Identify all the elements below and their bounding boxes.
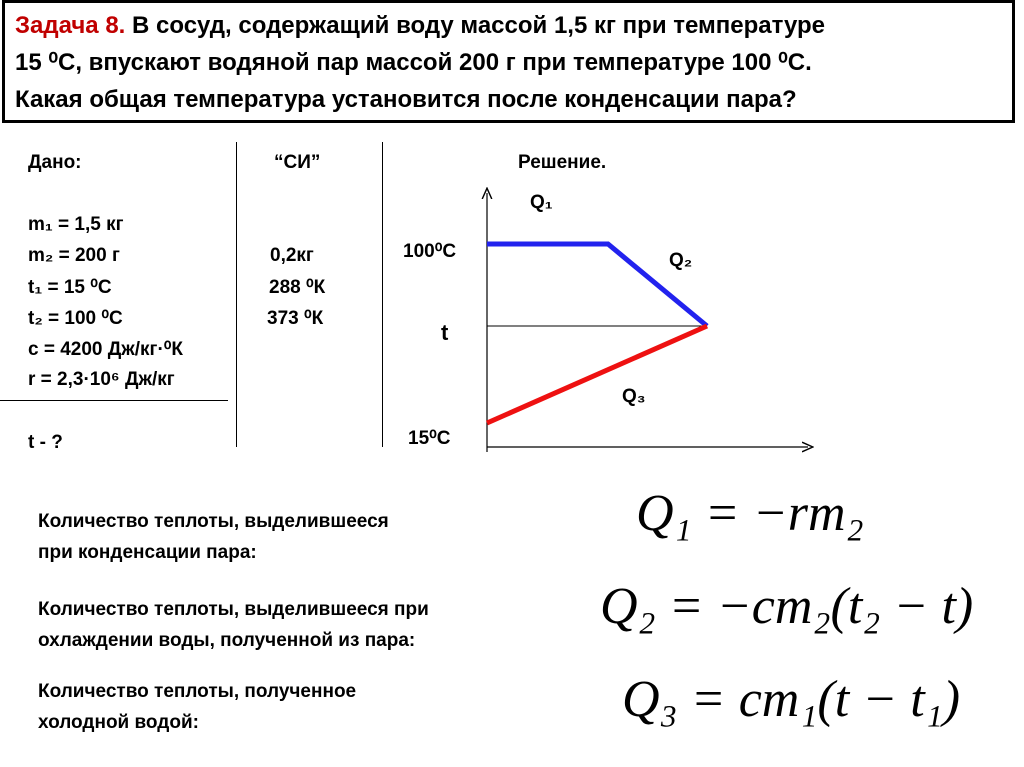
formula-1: Q₁ = −rm₂ — [636, 485, 864, 542]
formula-1-desc-line2: при конденсации пара: — [38, 542, 257, 563]
given-r: r = 2,3·10⁶ Дж/кг — [28, 369, 175, 390]
formula-1-desc-line1: Количество теплоты, выделившееся — [38, 511, 389, 532]
given-t1: t₁ = 15 ⁰С — [28, 277, 112, 298]
label-t: t — [441, 320, 449, 345]
formula-1-desc — [38, 506, 389, 568]
si-t2: 373 ⁰К — [267, 308, 324, 329]
formula-2-desc-line1: Количество теплоты, выделившееся при — [38, 599, 429, 620]
task-label: Задача 8. — [15, 12, 126, 39]
given-t2: t₂ = 100 ⁰С — [28, 308, 123, 329]
separator-given-si — [236, 142, 237, 447]
task-line-3: Какая общая температура установится после конденсации пара? — [15, 86, 797, 113]
label-100: 100⁰С — [403, 241, 457, 262]
formula-3-desc — [38, 676, 356, 738]
formula-2-desc — [38, 594, 429, 656]
si-title: “СИ” — [274, 152, 321, 173]
si-t1: 288 ⁰К — [269, 277, 326, 298]
separator-si-solution — [382, 142, 383, 447]
si-m2: 0,2кг — [270, 245, 314, 266]
water-line — [487, 326, 707, 423]
label-15: 15⁰С — [408, 428, 451, 449]
label-q3: Q₃ — [622, 386, 646, 407]
solution-title: Решение. — [518, 152, 607, 173]
task-line-2: 15 ⁰С, впускают водяной пар массой 200 г при температуре 100 ⁰С. — [15, 49, 812, 76]
given-m1: m₁ = 1,5 кг — [28, 214, 124, 235]
task-statement — [2, 0, 1015, 123]
formula-2-desc-line2: охлаждении воды, полученной из пара: — [38, 630, 416, 651]
formula-2: Q₂ = −cm₂(t₂ − t) — [600, 578, 974, 635]
formula-3-desc-line1: Количество теплоты, полученное — [38, 681, 357, 702]
given-c: с = 4200 Дж/кг·⁰К — [28, 339, 184, 360]
given-title: Дано: — [28, 152, 82, 173]
task-text-1: В сосуд, содержащий воду массой 1,5 кг при температуре — [125, 12, 826, 39]
formula-3: Q₃ = cm₁(t − t₁) — [622, 671, 961, 728]
given-find: t - ? — [28, 432, 63, 453]
label-q1: Q₁ — [530, 192, 553, 213]
task-line-1 — [15, 7, 1004, 44]
given-m2: m₂ = 200 г — [28, 245, 120, 266]
temperature-graph — [400, 185, 820, 465]
formula-3-desc-line2: холодной водой: — [38, 712, 199, 733]
given-divider — [0, 400, 228, 401]
label-q2: Q₂ — [669, 250, 693, 271]
